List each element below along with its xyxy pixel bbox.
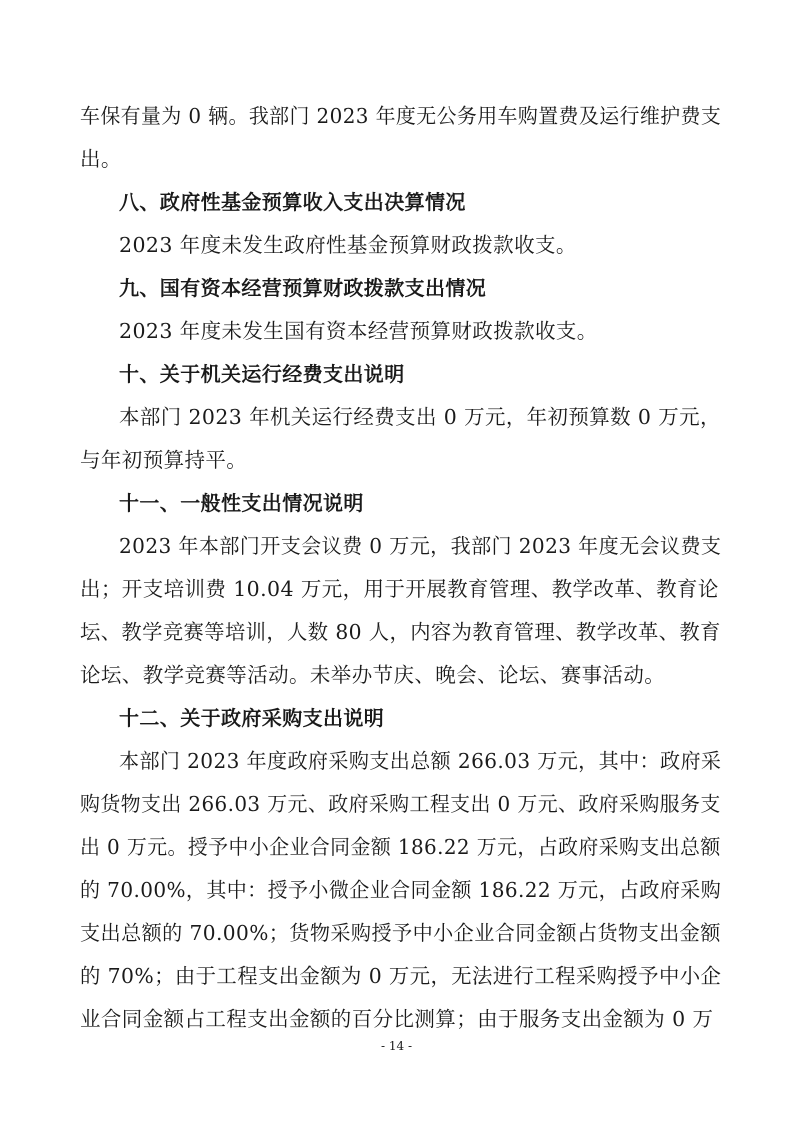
section-heading: 八、政府性基金预算收入支出决算情况 <box>119 190 466 214</box>
body-line: 的 70.00%，其中：授予小微企业合同金额 186.22 万元，占政府采购 <box>80 878 722 902</box>
body-line: 出；开支培训费 10.04 万元，用于开展教育管理、教学改革、教育论 <box>80 577 719 601</box>
body-line: 出 0 万元。授予中小企业合同金额 186.22 万元，占政府采购支出总额 <box>80 835 721 859</box>
section-heading: 十、关于机关运行经费支出说明 <box>119 362 405 386</box>
body-line: 与年初预算持平。 <box>80 448 248 472</box>
page-number: - 14 - <box>380 1039 412 1053</box>
body-line: 2023 年度未发生政府性基金预算财政拨款收支。 <box>119 233 577 257</box>
body-line: 2023 年本部门开支会议费 0 万元，我部门 2023 年度无会议费支 <box>119 534 722 558</box>
body-line: 支出总额的 70.00%；货物采购授予中小企业合同金额占货物支出金额 <box>80 921 721 945</box>
section-heading: 十二、关于政府采购支出说明 <box>119 706 385 730</box>
body-line: 购货物支出 266.03 万元、政府采购工程支出 0 万元、政府采购服务支 <box>80 792 721 816</box>
body-line: 本部门 2023 年机关运行经费支出 0 万元，年初预算数 0 万元， <box>119 405 721 429</box>
body-line: 坛、教学竞赛等培训，人数 80 人，内容为教育管理、教学改革、教育 <box>80 620 721 644</box>
body-line: 业合同金额占工程支出金额的百分比测算；由于服务支出金额为 0 万 <box>80 1007 714 1031</box>
body-line: 论坛、教学竞赛等活动。未举办节庆、晚会、论坛、赛事活动。 <box>80 663 666 687</box>
body-line: 本部门 2023 年度政府采购支出总额 266.03 万元，其中：政府采 <box>119 749 722 773</box>
body-line: 2023 年度未发生国有资本经营预算财政拨款收支。 <box>119 319 598 343</box>
body-line: 的 70%；由于工程支出金额为 0 万元，无法进行工程采购授予中小企 <box>80 964 722 988</box>
section-heading: 十一、一般性支出情况说明 <box>119 491 364 515</box>
body-line: 车保有量为 0 辆。我部门 2023 年度无公务用车购置费及运行维护费支 <box>80 104 722 128</box>
section-heading: 九、国有资本经营预算财政拨款支出情况 <box>119 276 487 300</box>
body-line: 出。 <box>80 147 122 171</box>
